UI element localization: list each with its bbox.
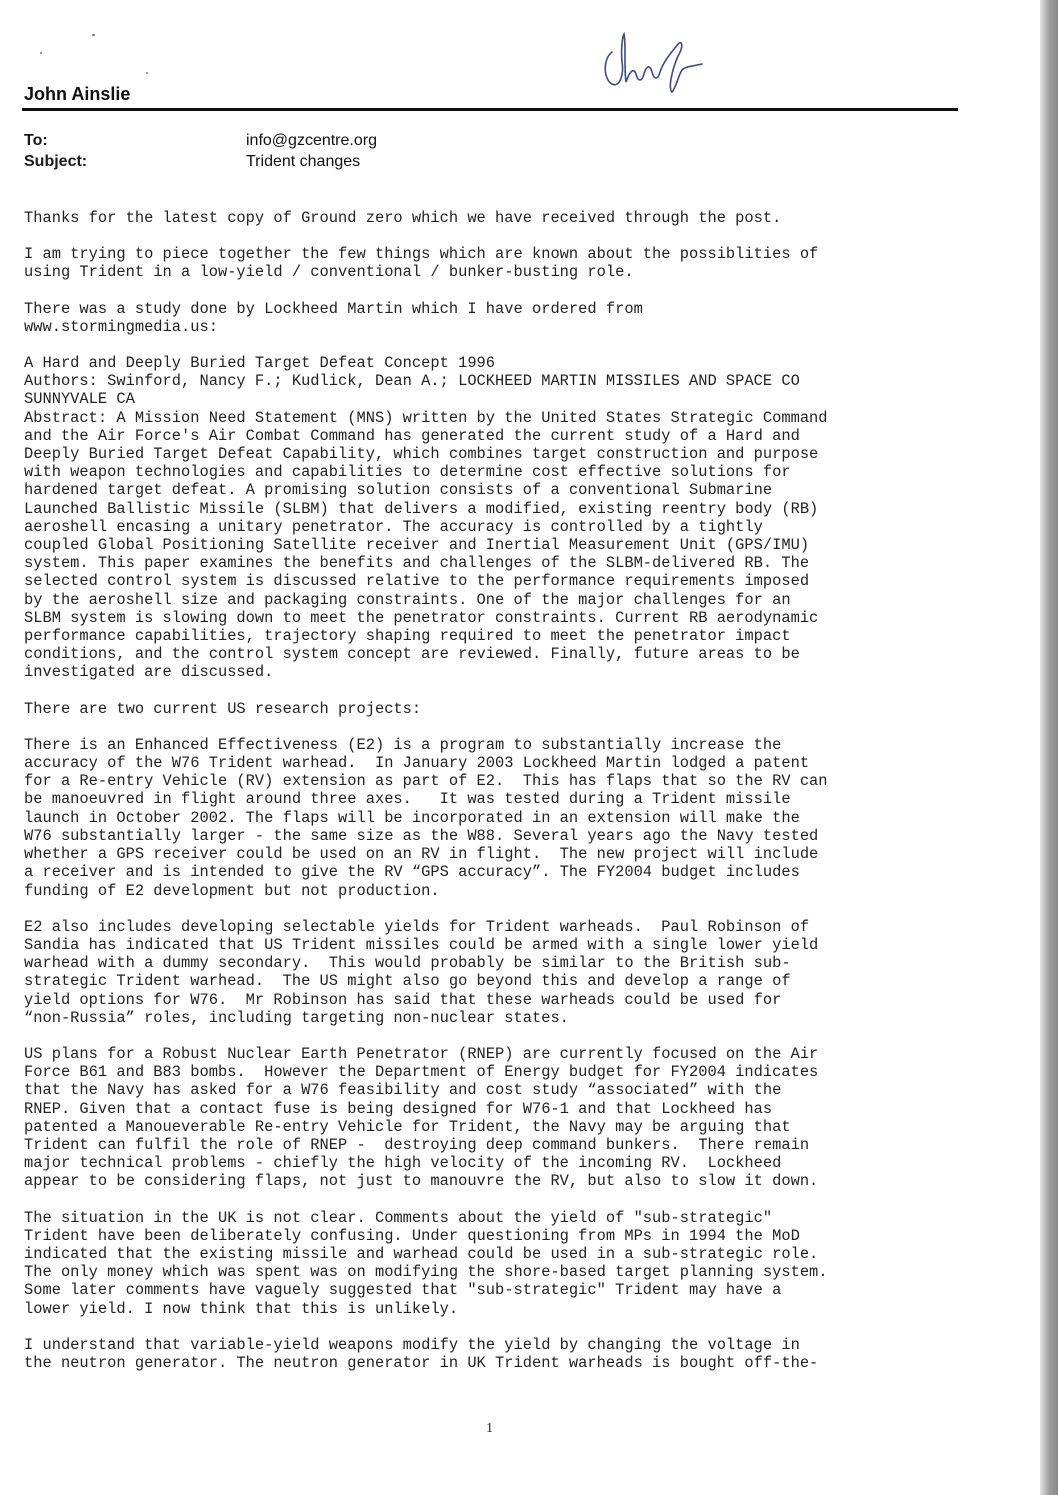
body-line: using Trident in a low-yield / conventional / bunker-busting role.: [24, 263, 634, 282]
body-line: Trident have been deliberately confusing. Under questioning from MPs in 1994 the MoD: [24, 1226, 800, 1245]
email-meta: [24, 130, 377, 172]
body-paragraph: [24, 354, 964, 682]
body-line: strategic Trident warhead. The US might also go beyond this and develop a range of: [24, 972, 791, 991]
body-line: Thanks for the latest copy of Ground zero which we have received through the post.: [24, 209, 782, 227]
subject-row: [24, 151, 377, 172]
body-line: Launched Ballistic Missile (SLBM) that delivers a modified, existing reentry body (RB): [24, 499, 819, 518]
body-line: There is an Enhanced Effectiveness (E2) is a program to substantially increase the: [24, 735, 782, 754]
body-paragraph: [24, 209, 964, 227]
subject-value: Trident changes: [246, 153, 361, 170]
to-row: [24, 130, 377, 151]
body-paragraph: [24, 736, 964, 900]
body-line: system. This paper examines the benefits and challenges of the SLBM-delivered RB. The: [24, 554, 810, 573]
body-line: coupled Global Positioning Satellite receiver and Inertial Measurement Unit (GPS/IMU): [24, 536, 810, 555]
body-line: US plans for a Robust Nuclear Earth Penetrator (RNEP) are currently focused on the Air: [24, 1044, 819, 1063]
body-line: “non-Russia” roles, including targeting non-nuclear states.: [24, 1008, 569, 1027]
body-line: Some later comments have vaguely suggested that "sub-strategic" Trident may have a: [24, 1281, 782, 1300]
body-line: W76 substantially larger - the same size as the W88. Several years ago the Navy tested: [24, 826, 819, 845]
body-line: indicated that the existing missile and warhead could be used in a sub-strategic role.: [24, 1244, 819, 1263]
scanned-page-edge: [1040, 0, 1058, 1495]
body-paragraph: [24, 1336, 964, 1372]
body-line: by the aeroshell size and packaging constraints. One of the major challenges for an: [24, 590, 791, 609]
body-paragraph: [24, 700, 964, 718]
body-line: warhead with a dummy secondary. This would probably be similar to the British sub-: [24, 954, 791, 973]
body-line: investigated are discussed.: [24, 663, 274, 682]
handwritten-signature: [598, 30, 710, 96]
body-line: The situation in the UK is not clear. Comments about the yield of "sub-strategic": [24, 1208, 773, 1227]
body-line: I am trying to piece together the few things which are known about the possiblities of: [24, 245, 819, 264]
body-line: and the Air Force's Air Combat Command has generated the current study of a Hard and: [24, 426, 800, 445]
body-line: performance capabilities, trajectory shaping required to meet the penetrator impact: [24, 627, 791, 646]
body-line: that the Navy has asked for a W76 feasibility and cost study “associated” with the: [24, 1081, 782, 1100]
body-line: Trident can fulfil the role of RNEP - destroying deep command bunkers. There remain: [24, 1135, 810, 1154]
body-line: appear to be considering flaps, not just to manouvre the RV, but also to slow it down.: [24, 1172, 819, 1191]
body-line: funding of E2 development but not production.: [24, 881, 440, 900]
page-number: 1: [486, 1421, 493, 1436]
body-line: The only money which was spent was on modifying the shore-based target planning system.: [24, 1263, 828, 1282]
body-line: launch in October 2002. The flaps will be incorporated in an extension will make the: [24, 808, 800, 827]
body-line: whether a GPS receiver could be used on an RV in flight. The new project will include: [24, 845, 819, 864]
body-line: Authors: Swinford, Nancy F.; Kudlick, Dean A.; LOCKHEED MARTIN MISSILES AND SPACE CO: [24, 372, 800, 391]
body-line: hardened target defeat. A promising solution consists of a conventional Submarine: [24, 481, 773, 500]
body-paragraph: [24, 1209, 964, 1318]
body-paragraph: [24, 245, 964, 281]
body-line: Force B61 and B83 bombs. However the Department of Energy budget for FY2004 indicates: [24, 1063, 819, 1082]
body-line: SUNNYVALE CA: [24, 390, 135, 409]
body-line: lower yield. I now think that this is unlikely.: [24, 1299, 459, 1318]
body-line: RNEP. Given that a contact fuse is being designed for W76-1 and that Lockheed has: [24, 1099, 773, 1118]
body-line: selected control system is discussed relative to the performance requirements imposed: [24, 572, 810, 591]
body-line: E2 also includes developing selectable yields for Trident warheads. Paul Robinson of: [24, 917, 810, 936]
header-divider: [22, 108, 958, 111]
scan-speck: [92, 34, 95, 36]
to-value: info@gzcentre.org: [246, 132, 377, 149]
sender-name: John Ainslie: [24, 84, 131, 104]
body-line: Abstract: A Mission Need Statement (MNS) written by the United States Strategic Command: [24, 408, 828, 427]
body-line: Sandia has indicated that US Trident missiles could be armed with a single lower yield: [24, 935, 819, 954]
body-line: A Hard and Deeply Buried Target Defeat Concept 1996: [24, 354, 496, 373]
body-line: There are two current US research projects:: [24, 699, 422, 718]
body-line: major technical problems - chiefly the high velocity of the incoming RV. Lockheed: [24, 1154, 782, 1173]
body-line: conditions, and the control system concept are reviewed. Finally, future areas to be: [24, 645, 800, 664]
body-line: with weapon technologies and capabilities to determine cost effective solutions for: [24, 463, 791, 482]
body-line: I understand that variable-yield weapons modify the yield by changing the voltage in: [24, 1335, 800, 1354]
body-line: www.stormingmedia.us:: [24, 317, 218, 336]
body-paragraph: [24, 918, 964, 1027]
body-line: accuracy of the W76 Trident warhead. In January 2003 Lockheed Martin lodged a patent: [24, 754, 810, 773]
body-line: aeroshell encasing a unitary penetrator. The accuracy is controlled by a tightly: [24, 517, 763, 536]
body-line: the neutron generator. The neutron generator in UK Trident warheads is bought off-the-: [24, 1353, 819, 1372]
body-line: patented a Manoueverable Re-entry Vehicle for Trident, the Navy may be arguing that: [24, 1117, 791, 1136]
body-line: a receiver and is intended to give the RV “GPS accuracy”. The FY2004 budget includes: [24, 863, 800, 882]
to-label: To:: [24, 132, 48, 149]
body-paragraph: [24, 1045, 964, 1191]
body-line: for a Re-entry Vehicle (RV) extension as part of E2. This has flaps that so the RV can: [24, 772, 828, 791]
body-line: yield options for W76. Mr Robinson has said that these warheads could be used for: [24, 990, 782, 1009]
body-line: SLBM system is slowing down to meet the penetrator constraints. Current RB aerodynamic: [24, 608, 819, 627]
body-line: There was a study done by Lockheed Martin which I have ordered from: [24, 299, 643, 318]
body-line: be manoeuvred in flight around three axes. It was tested during a Trident missile: [24, 790, 791, 809]
scan-speck: [40, 52, 42, 54]
body-paragraph: [24, 300, 964, 336]
scan-speck: [146, 72, 148, 74]
subject-label: Subject:: [24, 153, 88, 170]
body-line: Deeply Buried Target Defeat Capability, which combines target construction and purpose: [24, 445, 819, 464]
letter-body: [24, 209, 964, 1390]
